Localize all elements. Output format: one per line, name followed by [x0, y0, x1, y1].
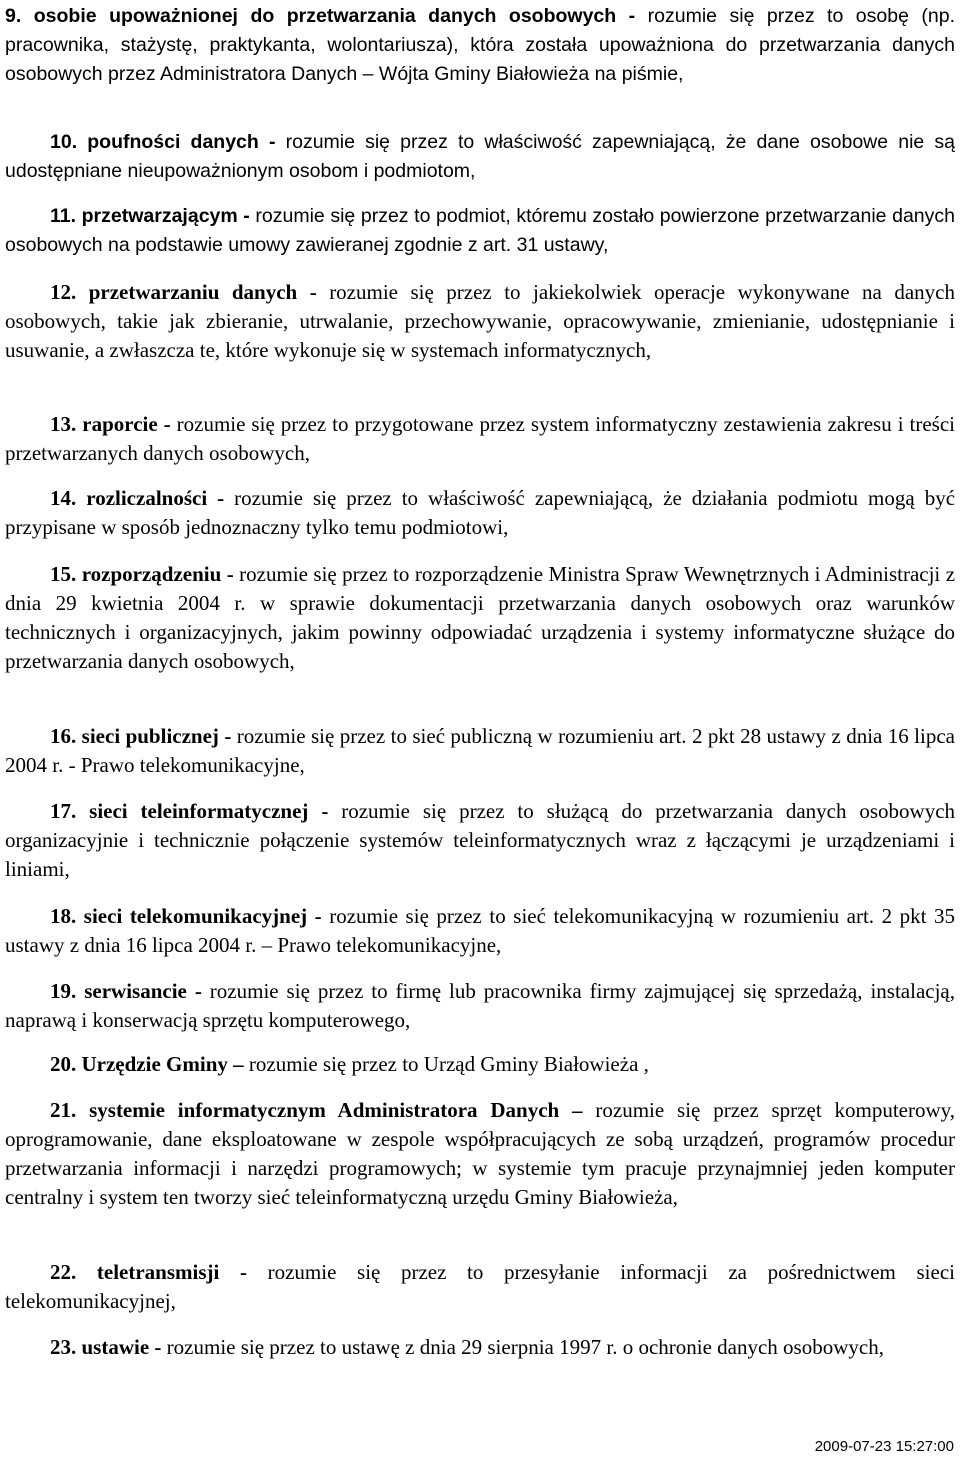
definition-separator: - — [218, 724, 237, 748]
definition-separator: - — [308, 799, 342, 823]
definition-21 — [5, 1096, 955, 1212]
definition-text: rozumie się przez to właściwość zapewniającą, że działania podmiotu mogą być przypisane w sposób jednoznaczny tylko temu podmiotowi, — [5, 486, 956, 539]
definition-9 — [5, 2, 955, 89]
definition-text: rozumie się przez to sieć telekomunikacyjną w rozumieniu art. 2 pkt 35 ustawy z dnia 16 lipca 2004 r. – Prawo telekomunikacyjne, — [5, 904, 956, 957]
definition-term: rozporządzeniu — [81, 562, 222, 586]
definition-text: rozumie się przez to rozporządzenie Ministra Spraw Wewnętrznych i Administracji z dnia 29 kwietnia 2004 r. w sprawie dokumentacji przetwarzania danych osobowych oraz warunków technicznych i organizacyjnych, jakim powinny odpowiadać urządzenia i systemy informatyczne służące do przetwarzania danych osobowych, — [5, 562, 956, 673]
definition-term: systemie informatycznym Administratora Danych — [89, 1098, 560, 1122]
definition-23 — [5, 1333, 955, 1362]
definition-number: 23. — [50, 1335, 77, 1359]
definition-term: teletransmisji — [96, 1260, 220, 1284]
footer-timestamp: 2009-07-23 15:27:00 — [814, 1438, 954, 1455]
definition-term: serwisancie — [84, 979, 187, 1003]
definition-separator: - — [237, 205, 256, 227]
definition-text: rozumie się przez to przesyłanie informacji za pośrednictwem sieci telekomunikacyjnej, — [5, 1260, 955, 1313]
definition-number: 15. — [50, 562, 77, 586]
definition-22 — [5, 1258, 955, 1316]
definition-term: przetwarzającym — [81, 205, 238, 227]
definition-separator: - — [297, 280, 330, 304]
definition-number: 9. — [5, 5, 22, 27]
definition-20 — [5, 1050, 955, 1079]
definition-10 — [5, 128, 955, 186]
definition-separator: - — [307, 904, 330, 928]
definition-19 — [5, 977, 955, 1035]
definition-number: 16. — [50, 724, 77, 748]
definition-term: rozliczalności — [86, 486, 208, 510]
definition-14 — [5, 484, 955, 542]
definition-text: rozumie się przez to firmę lub pracownika firmy zajmującej się sprzedażą, instalacją, naprawą i konserwacją sprzętu komputerowego, — [5, 979, 956, 1032]
definition-separator: – — [227, 1052, 249, 1076]
definition-number: 11. — [50, 205, 77, 227]
definition-17 — [5, 797, 955, 884]
definition-separator: - — [221, 562, 240, 586]
definition-separator: - — [616, 5, 648, 27]
definition-number: 14. — [50, 486, 77, 510]
definition-number: 12. — [50, 280, 77, 304]
definition-separator: - — [149, 1335, 167, 1359]
definition-text: rozumie się przez to podmiot, któremu zostało powierzone przetwarzanie danych osobowych na podstawie umowy zawieranej zgodnie z art. 31 ustawy, — [5, 205, 955, 256]
definition-15 — [5, 560, 955, 676]
definition-text: rozumie się przez sprzęt komputerowy, oprogramowanie, dane eksploatowane w zespole współpracujących ze sobą urządzeń, programów procedur przetwarzania informacji i narzędzi programowych; w systemie tym pracuje przynajmniej jeden komputer centralny i system ten tworzy sieć teleinformatyczną urzędu Gminy Białowieża, — [5, 1098, 956, 1209]
definition-text: rozumie się przez to Urząd Gminy Białowieża , — [248, 1052, 649, 1076]
definition-text: rozumie się przez to osobę (np. pracownika, stażystę, praktykanta, wolontariusza), która została upoważniona do przetwarzania danych osobowych przez Administratora Danych – Wójta Gminy Białowieża na piśmie, — [5, 5, 955, 85]
definition-separator: - — [219, 1260, 268, 1284]
definition-18 — [5, 902, 955, 960]
definition-number: 20. — [50, 1052, 77, 1076]
definition-number: 10. — [50, 131, 78, 153]
definition-number: 21. — [50, 1098, 77, 1122]
definition-separator: - — [258, 131, 286, 153]
definition-number: 19. — [50, 979, 77, 1003]
definition-term: sieci publicznej — [81, 724, 219, 748]
definition-term: sieci teleinformatycznej — [89, 799, 309, 823]
definition-text: rozumie się przez to przygotowane przez system informatyczny zestawienia zakresu i treści przetwarzanych danych osobowych, — [5, 412, 955, 465]
definition-separator: - — [157, 412, 177, 436]
definition-term: Urzędzie Gminy — [81, 1052, 228, 1076]
definition-text: rozumie się przez to właściwość zapewniającą, że dane osobowe nie są udostępniane nieupoważnionym osobom i podmiotom, — [5, 131, 955, 182]
definition-text: rozumie się przez to ustawę z dnia 29 sierpnia 1997 r. o ochronie danych osobowych, — [166, 1335, 884, 1359]
definition-number: 13. — [50, 412, 77, 436]
definition-text: rozumie się przez to sieć publiczną w rozumieniu art. 2 pkt 28 ustawy z dnia 16 lipca 2004 r. - Prawo telekomunikacyjne, — [5, 724, 955, 777]
definition-term: sieci telekomunikacyjnej — [83, 904, 308, 928]
definition-11 — [5, 202, 955, 260]
definition-separator: – — [559, 1098, 596, 1122]
definition-text: rozumie się przez to służącą do przetwarzania danych osobowych organizacyjnie i technicznie połączenie systemów teleinformatycznych wraz z łączącymi je urządzeniami i liniami, — [5, 799, 956, 881]
definition-term: ustawie — [81, 1335, 150, 1359]
definition-12 — [5, 278, 955, 365]
definition-term: osobie upoważnionej do przetwarzania danych osobowych — [33, 5, 617, 27]
definition-term: poufności danych — [87, 131, 259, 153]
definition-term: raporcie — [82, 412, 158, 436]
definition-separator: - — [186, 979, 210, 1003]
definition-term: przetwarzaniu danych — [88, 280, 298, 304]
definition-16 — [5, 722, 955, 780]
definition-number: 18. — [50, 904, 77, 928]
definition-separator: - — [207, 486, 235, 510]
definition-text: rozumie się przez to jakiekolwiek operacje wykonywane na danych osobowych, takie jak zbieranie, utrwalanie, przechowywanie, opracowywanie, zmienianie, udostępnianie i usuwanie, a zwłaszcza te, które wykonuje się w systemach informatycznych, — [5, 280, 955, 362]
definition-number: 17. — [50, 799, 77, 823]
definition-number: 22. — [50, 1260, 77, 1284]
definition-13 — [5, 410, 955, 468]
